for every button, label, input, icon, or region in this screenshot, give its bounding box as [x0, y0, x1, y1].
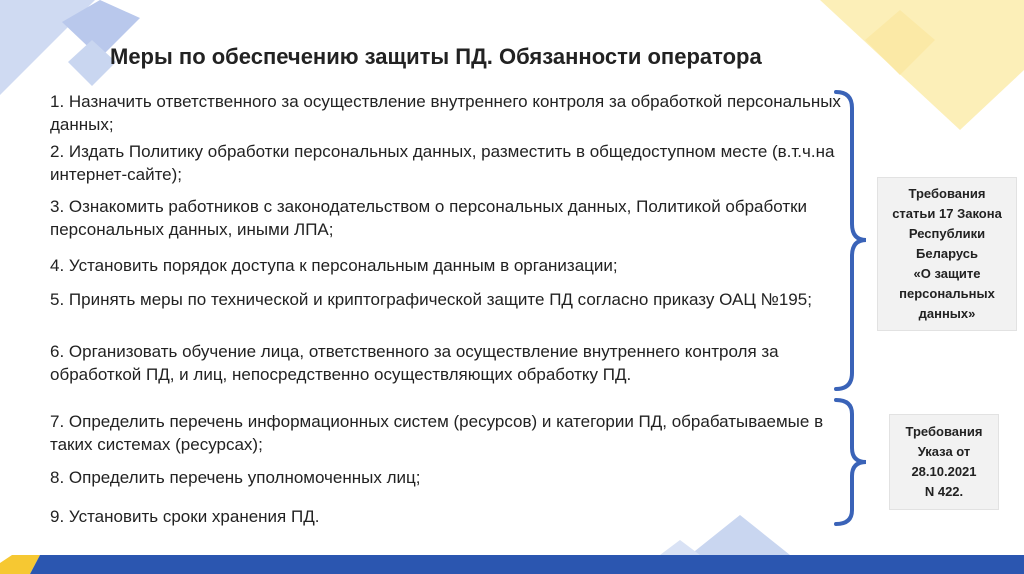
- bracket-path-1: [836, 92, 866, 389]
- list-item-8: 8. Определить перечень уполномоченных лиц;: [50, 468, 421, 487]
- bracket-law-requirements: [832, 88, 872, 393]
- list-item-7: 7. Определить перечень информационных систем (ресурсов) и категории ПД, обрабатываемые в таких системах (ресурсах);: [50, 412, 824, 454]
- bottom-bar-blue: [30, 555, 1024, 574]
- slide-title: Меры по обеспечению защиты ПД. Обязанности оператора: [110, 44, 762, 69]
- list-item-4: 4. Установить порядок доступа к персональным данным в организации;: [50, 256, 618, 275]
- bracket-path-2: [836, 400, 866, 524]
- bracket-decree-requirements: [832, 396, 872, 528]
- list-item-9: 9. Установить сроки хранения ПД.: [50, 507, 320, 526]
- bottom-bar: [0, 555, 1024, 574]
- decor-triangle-blue-small: [660, 540, 700, 555]
- list-item-2: 2. Издать Политику обработки персональных данных, разместить в общедоступном месте (в.т.ч.на интернет-сайте);: [50, 142, 835, 184]
- list-item-1: 1. Назначить ответственного за осуществление внутреннего контроля за обработкой персональных данных;: [50, 92, 841, 134]
- list-item-3: 3. Ознакомить работников с законодательством о персональных данных, Политикой обработки персональных данных, иными ЛПА;: [50, 197, 808, 239]
- requirements-decree-box: Требования Указа от 28.10.2021 N 422.: [889, 414, 999, 510]
- list-item-5: 5. Принять меры по технической и криптографической защите ПД согласно приказу ОАЦ №195;: [50, 290, 812, 309]
- list-item-6: 6. Организовать обучение лица, ответственного за осуществление внутреннего контроля за обработкой ПД, и лиц, непосредственно осуществляющих обработку ПД.: [50, 342, 779, 384]
- requirements-law-box: Требования статьи 17 Закона Республики Беларусь «О защите персональных данных»: [877, 177, 1017, 331]
